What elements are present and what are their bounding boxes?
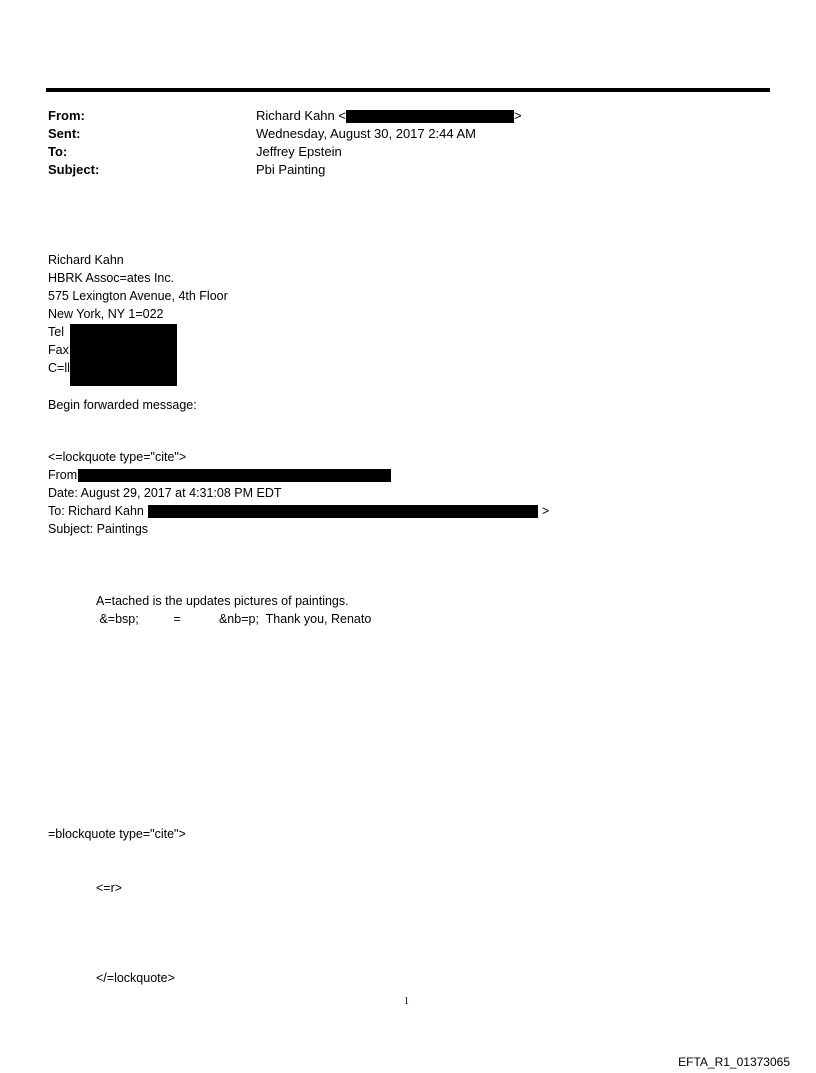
from-label: From: — [48, 108, 85, 123]
subject-label: Subject: — [48, 162, 100, 177]
forward-date-line: Date: August 29, 2017 at 4:31:08 PM EDT — [48, 486, 282, 500]
to-label: To: — [48, 144, 68, 159]
from-close: > — [513, 108, 522, 123]
blockquote-close-b: </=lockquote> — [96, 971, 175, 985]
signature-tel-label: Tel — [48, 325, 64, 339]
bates-number: EFTA_R1_01373065 — [678, 1055, 790, 1069]
body-line-2: &=bsp; = &nb=p; Thank you, Renato — [96, 612, 372, 626]
page-number: 1 — [404, 996, 409, 1007]
redaction-bar — [148, 505, 538, 518]
from-name: Richard Kahn < — [256, 108, 346, 123]
forward-from-prefix: From — [48, 468, 78, 482]
forward-to-line — [48, 502, 549, 520]
sent-value: Wednesday, August 30, 2017 2:44 AM — [256, 126, 476, 141]
blockquote-close-a: =blockquote type="cite"> — [48, 827, 186, 841]
signature-address-line2: New York, NY 1=022 — [48, 307, 164, 321]
br-line: <=r> — [96, 881, 123, 895]
forward-to-prefix: To: Richard Kahn — [48, 504, 144, 518]
signature-address-line1: 575 Lexington Avenue, 4th Floor — [48, 289, 228, 303]
subject-value: Pbi Painting — [256, 162, 326, 177]
forward-from-line — [48, 466, 391, 484]
body-line-1: A=tached is the updates pictures of paintings. — [96, 594, 349, 608]
header-rule — [46, 88, 770, 92]
forward-to-close: > — [541, 504, 550, 518]
signature-company: HBRK Assoc=ates Inc. — [48, 271, 175, 285]
redaction-bar — [346, 110, 514, 123]
from-value — [256, 107, 522, 125]
signature-cell-label: C=ll — [48, 361, 70, 375]
sent-label: Sent: — [48, 126, 81, 141]
forward-subject-line: Subject: Paintings — [48, 522, 149, 536]
signature-name: Richard Kahn — [48, 253, 124, 267]
signature-fax-label: Fax — [48, 343, 69, 357]
blockquote-open: <=lockquote type="cite"> — [48, 450, 187, 464]
redaction-block-phone-numbers — [70, 324, 177, 386]
to-value: Jeffrey Epstein — [256, 144, 342, 159]
redaction-bar — [78, 469, 391, 482]
forward-intro: Begin forwarded message: — [48, 398, 197, 412]
